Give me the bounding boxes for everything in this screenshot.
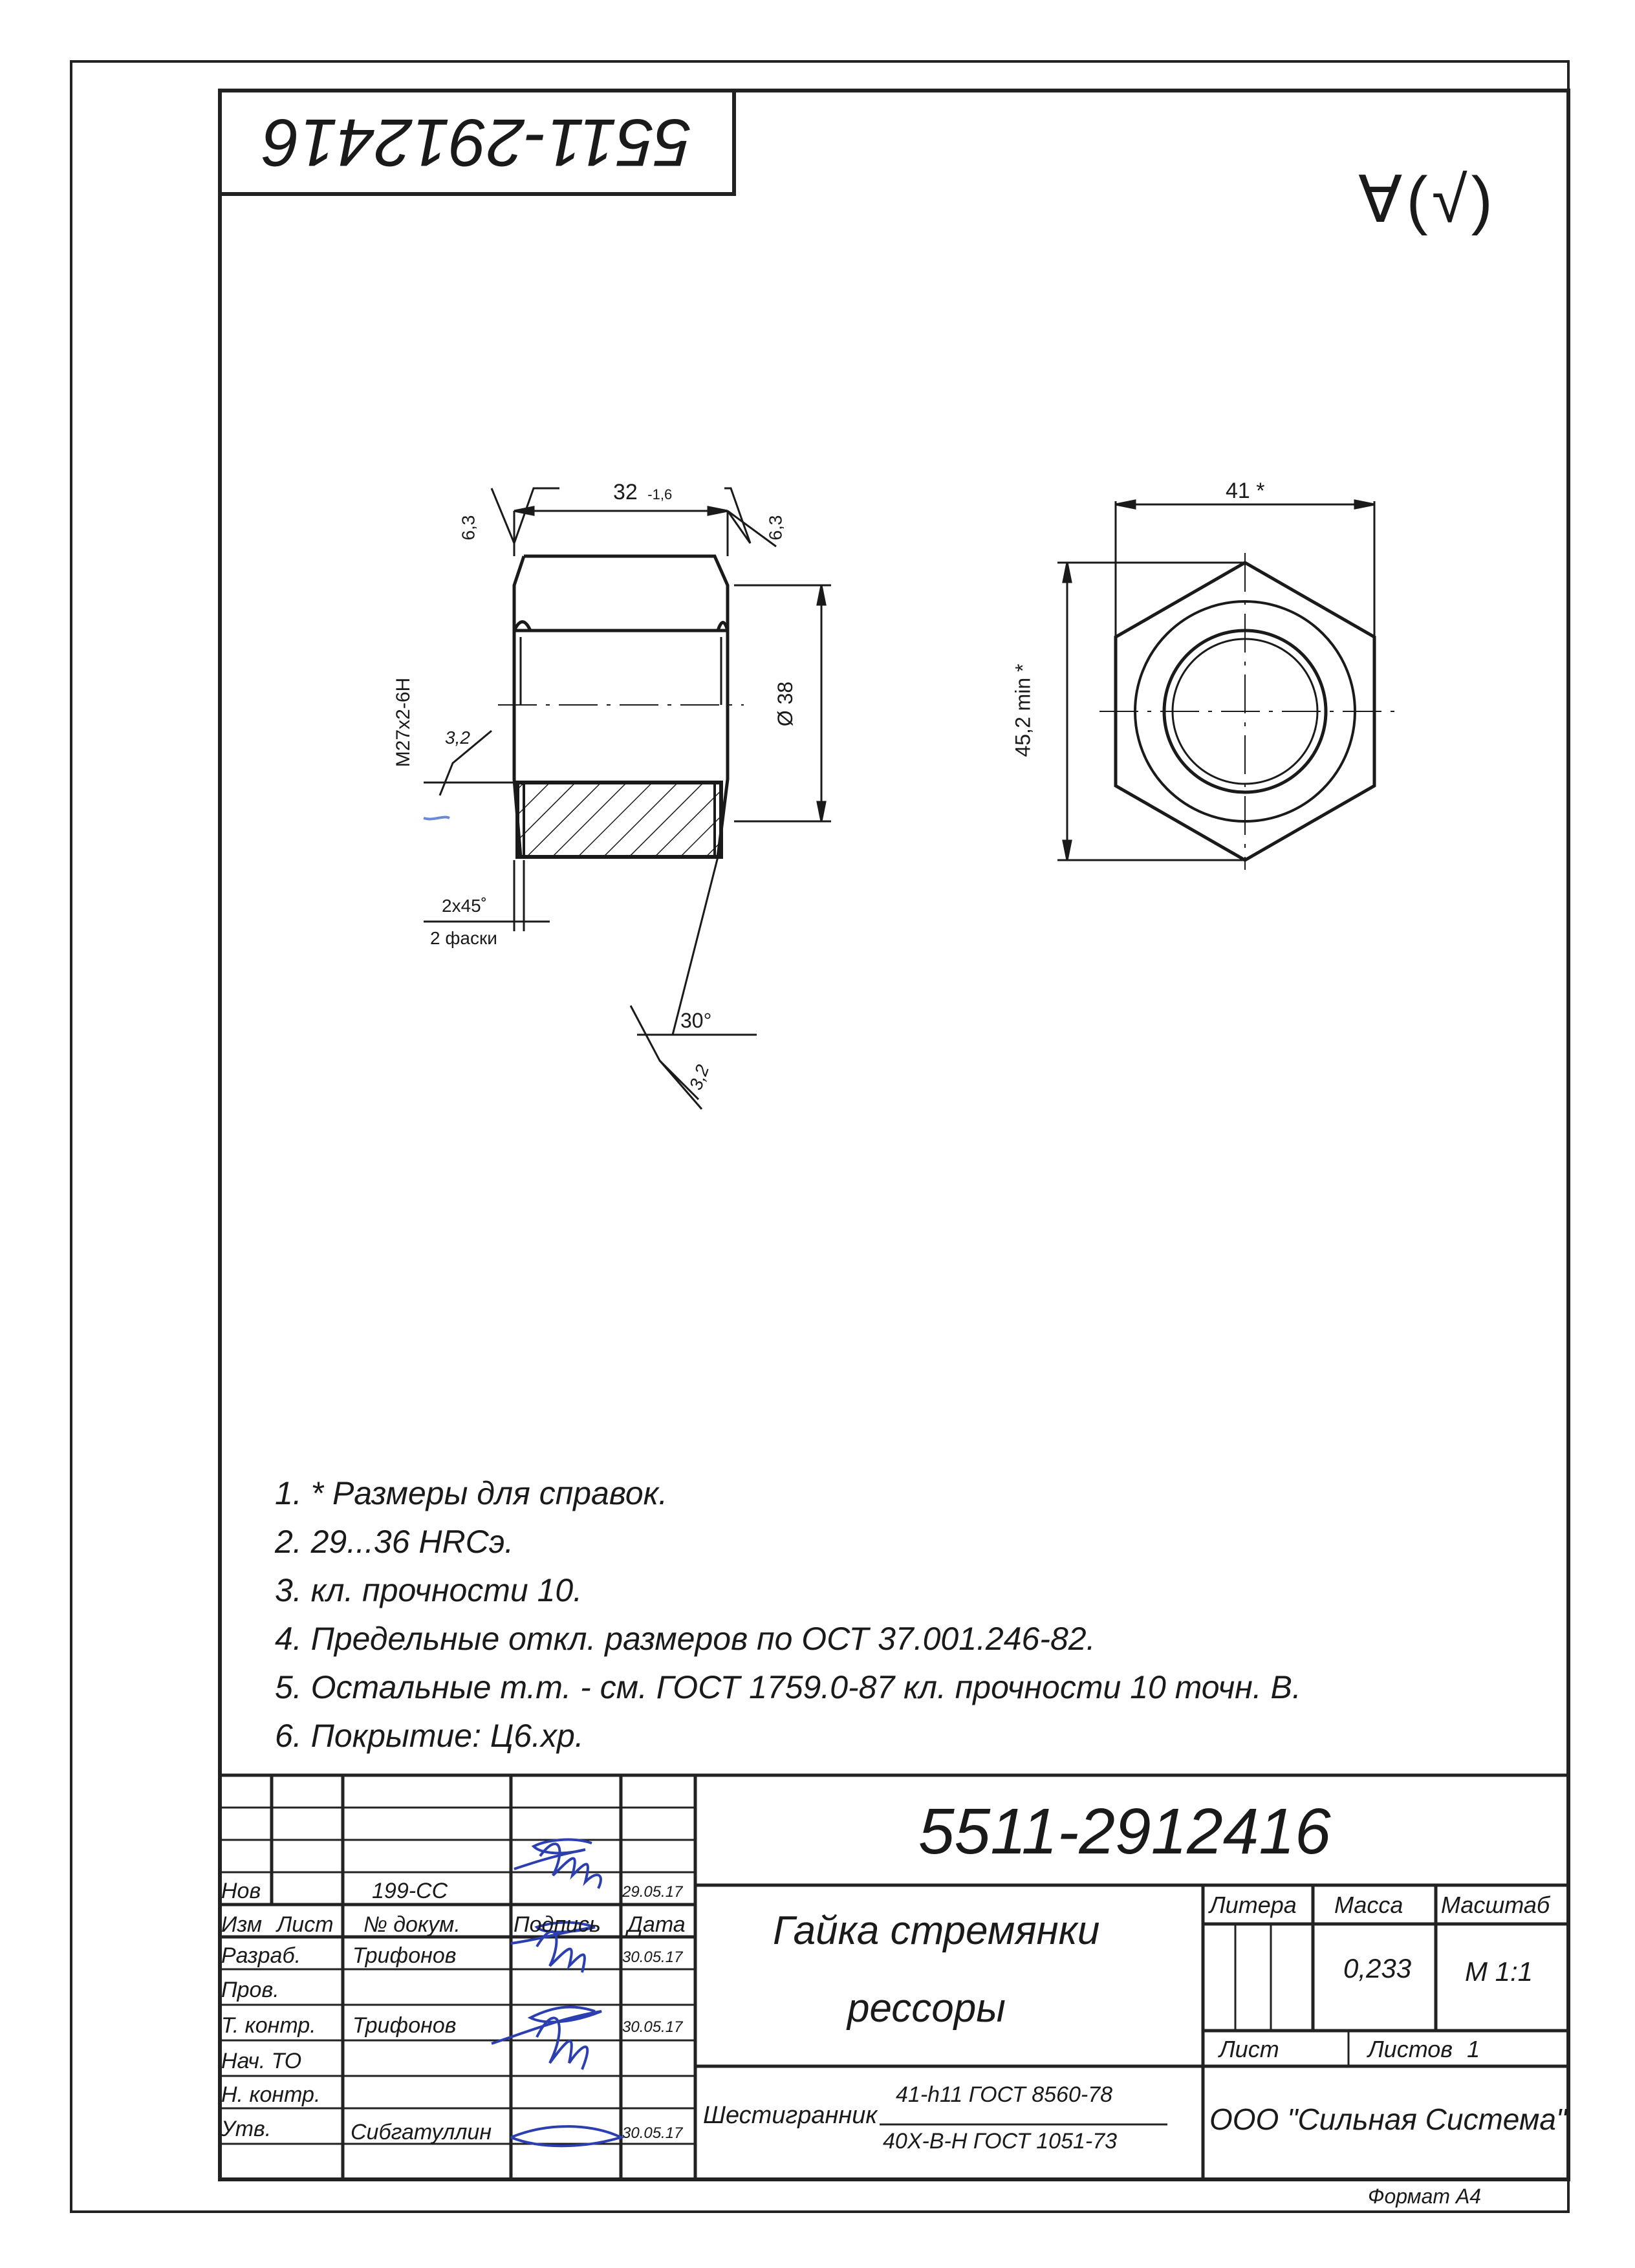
role-nachto: Нач. ТО [221, 2049, 302, 2073]
role-tkontr: Т. контр. [221, 2013, 316, 2038]
inner-frame [220, 91, 1568, 2179]
note-1: 1. * Размеры для справок. [275, 1475, 668, 1511]
massa-value: 0,233 [1343, 1953, 1412, 1983]
rev-doc: 199-СС [372, 1879, 448, 1903]
material-label: Шестигранник [703, 2102, 878, 2129]
note-4: 4. Предельные откл. размеров по ОСТ 37.001.246-82. [275, 1621, 1096, 1657]
masshtab-label: Масштаб [1441, 1892, 1550, 1918]
masshtab-value: М 1:1 [1465, 1956, 1533, 1987]
front-view [1099, 553, 1397, 870]
header-list: Лист [277, 1912, 334, 1937]
outer-frame [71, 61, 1568, 2212]
roughness-mark [1358, 162, 1497, 237]
part-name-line2: рессоры [847, 1986, 1006, 2031]
chamfer-count-label: 2 фаски [430, 928, 497, 948]
massa-label: Масса [1334, 1892, 1403, 1918]
listov-label [1368, 2036, 1480, 2063]
diameter-label: Ø 38 [774, 681, 797, 727]
litera-label: Литера [1209, 1892, 1297, 1918]
note-2: 2. 29...36 HRCэ. [275, 1524, 514, 1560]
role-razrab: Разраб. [221, 1943, 301, 1968]
dim-height-label: 45,2 min * [1011, 664, 1035, 757]
dim-length [613, 480, 672, 505]
dim-length-tol: -1,6 [647, 486, 673, 502]
role-tkontr-date: 30.05.17 [622, 2018, 683, 2036]
designation: 5511-2912416 [918, 1795, 1331, 1868]
role-utv: Утв. [221, 2117, 272, 2141]
roughness-right-label: 6,3 [765, 515, 786, 541]
rev-date: 29.05.17 [622, 1883, 683, 1901]
rev-label: Нов [221, 1879, 261, 1903]
roughness-left-label: 6,3 [458, 515, 479, 541]
roughness-bottom-label: 3,2 [685, 1062, 713, 1093]
role-prov: Пров. [221, 1978, 279, 2002]
role-razrab-name: Трифонов [352, 1943, 457, 1968]
role-utv-date: 30.05.17 [622, 2124, 683, 2142]
chamfer-label: 2x45˚ [442, 896, 488, 916]
format-label: Формат А4 [1368, 2185, 1482, 2208]
side-view [498, 556, 744, 857]
header-date: Дата [627, 1912, 686, 1937]
list-label: Лист [1219, 2036, 1279, 2062]
listov-label-text: Листов [1368, 2036, 1453, 2062]
note-3: 3. кл. прочности 10. [275, 1572, 583, 1608]
thread-label: M27x2-6H [393, 677, 415, 768]
listov-value: 1 [1467, 2036, 1480, 2062]
roughness-mark-text: ∀(√) [1358, 164, 1497, 236]
note-5: 5. Остальные т.т. - см. ГОСТ 1759.0-87 кл. прочности 10 точн. В. [275, 1669, 1301, 1705]
header-doc: № докум. [363, 1912, 460, 1937]
material-top: 41-h11 ГОСТ 8560-78 [896, 2082, 1113, 2107]
header-izm: Изм [221, 1912, 263, 1937]
role-nkontr: Н. контр. [221, 2082, 321, 2107]
roughness-thread-label: 3,2 [445, 728, 470, 748]
header-sign: Подпись [514, 1912, 601, 1937]
angle-label: 30° [680, 1009, 712, 1032]
section-hatch [517, 783, 721, 857]
stamp-number-inverted [226, 97, 728, 188]
dim-width-label: 41 * [1226, 479, 1265, 503]
part-name-line1: Гайка стремянки [773, 1908, 1100, 1953]
note-6: 6. Покрытие: Ц6.хр. [275, 1718, 584, 1754]
dim-length-value: 32 [613, 480, 638, 504]
material-bottom: 40Х-В-Н ГОСТ 1051-73 [883, 2129, 1118, 2154]
role-razrab-date: 30.05.17 [622, 1949, 683, 1966]
role-utv-name: Сибгатуллин [351, 2120, 492, 2144]
ink-mark [424, 817, 449, 819]
role-tkontr-name: Трифонов [352, 2013, 457, 2038]
front-dimensions [1057, 501, 1374, 860]
stamp-number-text: 5511-2912416 [262, 105, 692, 180]
company-name: ООО "Сильная Система" [1209, 2102, 1567, 2136]
